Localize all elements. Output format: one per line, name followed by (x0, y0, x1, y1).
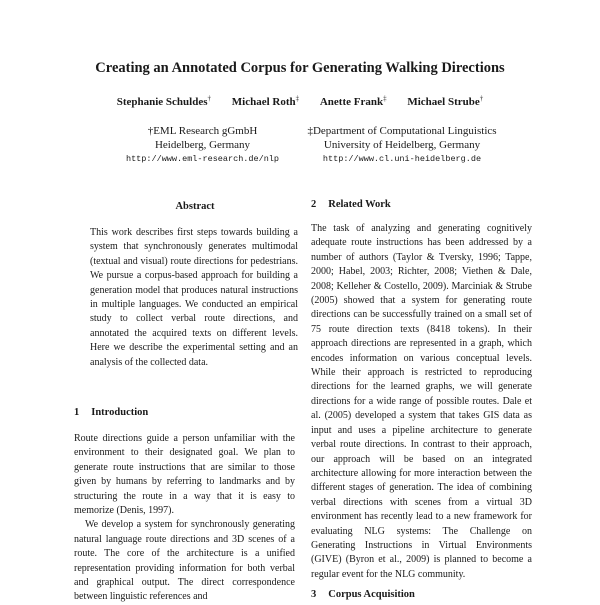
section-title: Corpus Acquisition (328, 589, 415, 600)
affiliation-location: University of Heidelberg, Germany (323, 139, 481, 151)
section-number: 2 (311, 199, 317, 210)
author: Stephanie Schuldes† (116, 94, 211, 108)
section-number: 3 (311, 589, 317, 600)
affiliation-heidelberg (292, 124, 512, 166)
author: Anette Frank‡ (319, 94, 387, 108)
abstract-heading: Abstract (175, 201, 215, 212)
abstract-text: This work describes first steps towards building a system that synchronously generates multimodal (textual and visual) route directions for pedestrians. We pursue a corpus-based approach for building a generation model that produces natural instructions in multiple languages. We conducted an empirical study to collect verbal route directions, and annotated the acquired texts on different levels. Here we describe the experimental setting and an analysis of the collected data. (90, 227, 298, 368)
affiliation-location: Heidelberg, Germany (154, 139, 251, 151)
affiliation-url[interactable]: http://www.eml-research.de/nlp (125, 154, 280, 164)
affiliation-url[interactable]: http://www.cl.uni-heidelberg.de (322, 154, 482, 164)
related-work-body (311, 222, 532, 582)
affiliation-eml (115, 124, 290, 166)
section-heading-related-work (311, 199, 391, 210)
section-title: Related Work (328, 199, 391, 210)
section-heading-corpus-acquisition (311, 589, 415, 600)
author: Michael Roth‡ (231, 94, 300, 108)
affiliation-name: ‡Department of Computational Linguistics (307, 125, 497, 137)
paragraph: Route directions guide a person unfamiliar with the environment to their designated goal. We plan to generate route instructions that are similar to those given by humans by referring to landmarks and by structuring the route in a way that it is easy to memorize (Denis, 1997). (74, 433, 295, 517)
section-heading-introduction (74, 407, 148, 418)
introduction-body (74, 432, 295, 605)
section-title: Introduction (91, 407, 149, 418)
paragraph: We develop a system for synchronously generating natural language route directions and 3D scenes of a route. The core of the architecture is a unified representation providing information for both verbal and graphical output. The direct correspondence between linguistic references and (74, 519, 295, 603)
paragraph: The task of analyzing and generating cognitively adequate route instructions has been addressed by a number of authors (Taylor & Tversky, 1996; Tappe, 2000; Habel, 2003; Richter, 2008; Viethen & Dale, 2008; Kelleher & Costello, 2009). Marciniak & Strube (2005) showed that a system for generating route directions can be successfully trained on a small set of 75 route direction texts (8418 tokens). In their approach directions are represented in a graph, which encodes information on various conceptual levels. While their approach is restricted to reproducing directions for the learned graphs, we will generate directions for a wide range of possible routes. Dale et al. (2005) developed a system that takes GIS data as input and uses a pipeline architecture to generate verbal route directions. In contrast to their approach, our approach will be based on an integrated architecture allowing for more interaction between the different stages of generation. The idea of combining verbal directions with scenes from a virtual 3D environment has recently lead to a new framework for evaluating NLG systems: The Challenge on Generating Instructions in Virtual Environments (GIVE) (Byron et al., 2009) is planned to become a regular event for the NLG community. (311, 223, 532, 580)
author-list (0, 96, 600, 108)
paper-title: Creating an Annotated Corpus for Generating Walking Directions (95, 60, 505, 76)
affiliation-name: †EML Research gGmbH (147, 125, 258, 137)
author: Michael Strube† (407, 94, 484, 108)
section-number: 1 (74, 407, 80, 418)
